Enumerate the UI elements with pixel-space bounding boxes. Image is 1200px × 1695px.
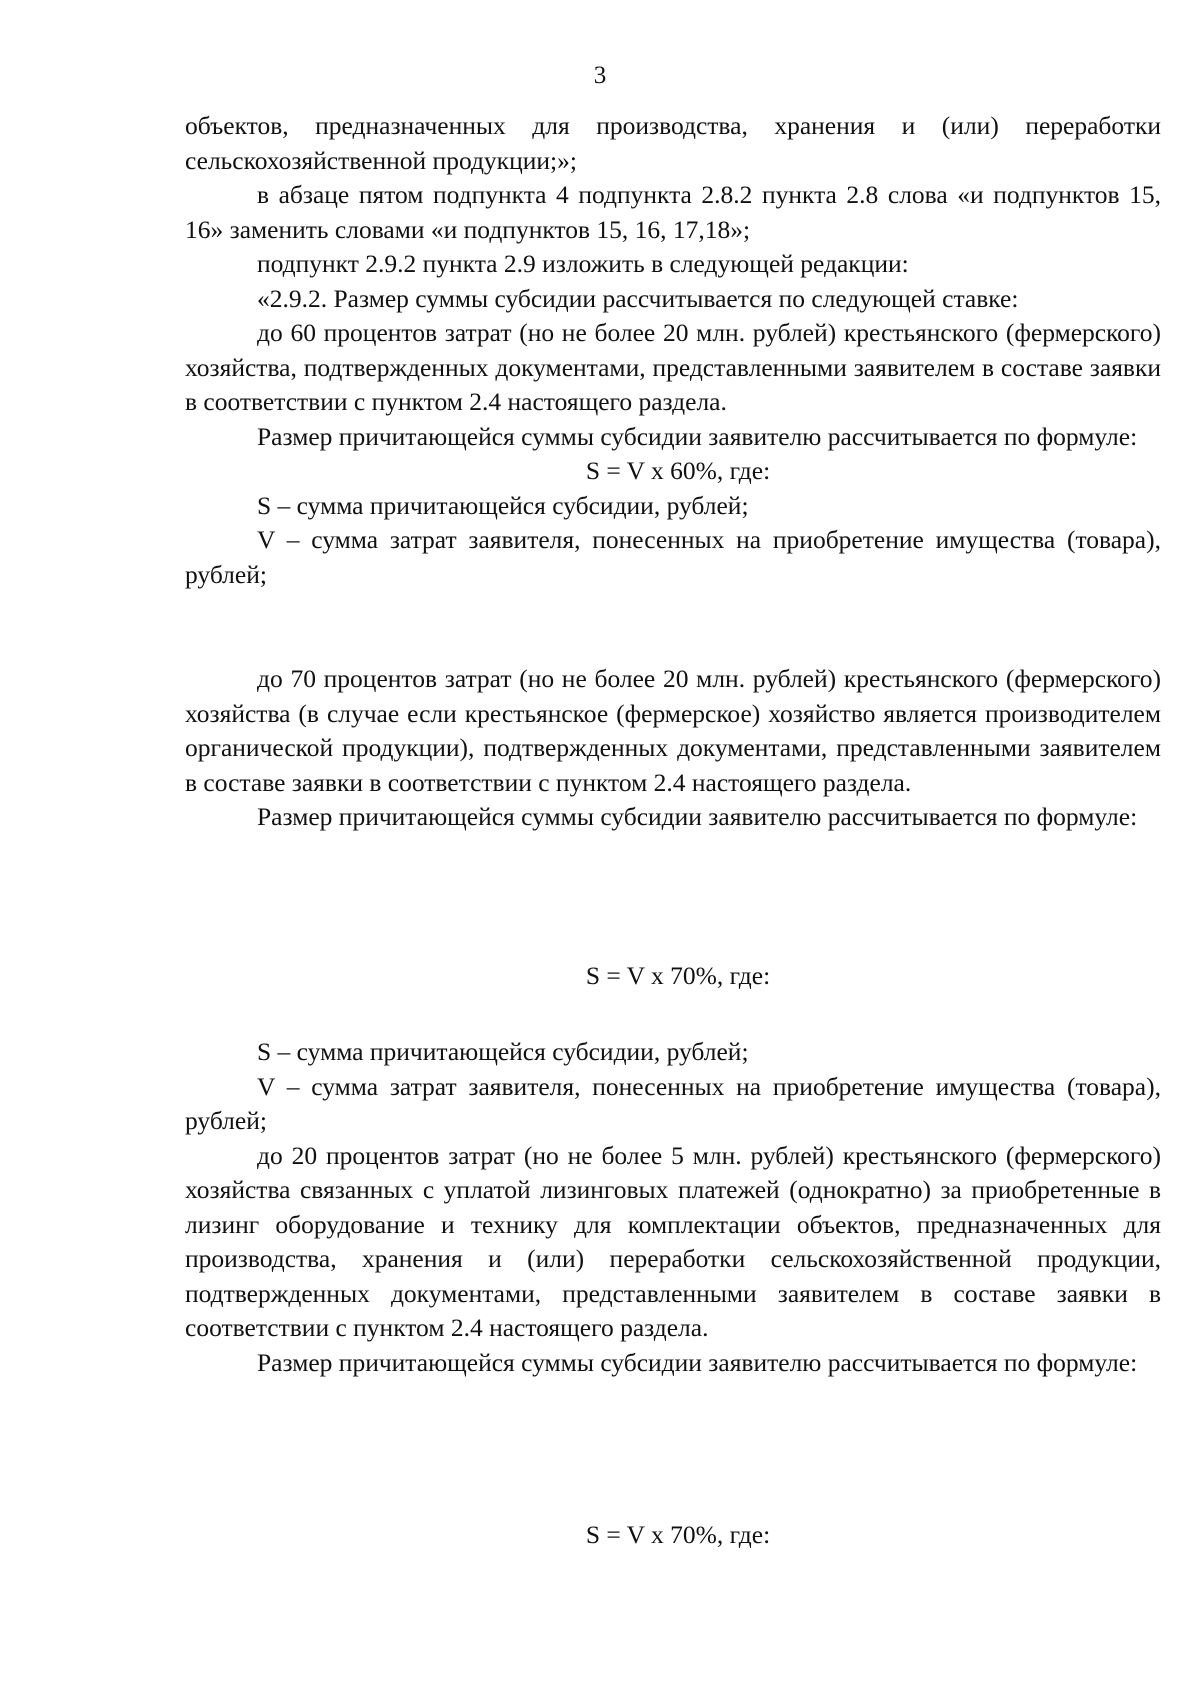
text-block-5 xyxy=(185,1518,1161,1553)
paragraph-rate-heading: «2.9.2. Размер суммы субсидии рассчитывается по следующей ставке: xyxy=(257,283,1019,313)
paragraph-amendment-2-9-2: подпункт 2.9.2 пункта 2.9 изложить в следующей редакции: xyxy=(257,249,909,278)
paragraph-formula-intro: Размер причитающейся суммы субсидии заявителю рассчитывается по формуле: xyxy=(257,421,1138,451)
paragraph-continuation: объектов, предназначенных для производства, хранения и (или) переработки сельскохозяйственной продукции;»; xyxy=(185,111,1161,175)
formula-70-leasing: S = V x 70%, где: xyxy=(585,1520,771,1549)
paragraph-s-definition: S – сумма причитающейся субсидии, рублей; xyxy=(257,1037,749,1066)
paragraph-rate-60: до 60 процентов затрат (но не более 20 млн. рублей) крестьянского (фермерского) хозяйства, подтвержденных документами, представленными заявителем в составе заявки в соответствии с пунктом 2.4 настоящего раздела. xyxy=(185,318,1161,416)
paragraph-v-definition: V – сумма затрат заявителя, понесенных на приобретение имущества (товара), рублей; xyxy=(185,525,1161,589)
paragraph-v-definition: V – сумма затрат заявителя, понесенных на приобретение имущества (товара), рублей; xyxy=(185,1071,1161,1135)
paragraph-formula-intro: Размер причитающейся суммы субсидии заявителю рассчитывается по формуле: xyxy=(257,1347,1138,1377)
paragraph-rate-70: до 70 процентов затрат (но не более 20 млн. рублей) крестьянского (фермерского) хозяйства (в случае если крестьянское (фермерское) хозяйство является производителем органической продукции), подтвержденных документами, представленными заявителем в составе заявки в соответствии с пунктом 2.4 настоящего раздела. xyxy=(185,664,1161,797)
paragraph-formula-intro: Размер причитающейся суммы субсидии заявителю рассчитывается по формуле: xyxy=(257,802,1138,831)
formula-70: S = V x 70%, где: xyxy=(585,961,771,990)
page-number: 3 xyxy=(593,62,607,89)
text-block-3 xyxy=(185,959,1161,994)
paragraph-rate-20-leasing: до 20 процентов затрат (но не более 5 млн. рублей) крестьянского (фермерского) хозяйства связанных с уплатой лизинговых платежей (однократно) за приобретенные в лизинг оборудование и технику для комплектации объектов, предназначенных для производства, хранения и (или) переработки сельскохозяйственной продукции, подтвержденных документами, представленными заявителем в составе заявки в соответствии с пунктом 2.4 настоящего раздела. xyxy=(185,1140,1161,1342)
formula-60: S = V x 60%, где: xyxy=(585,456,771,485)
text-block-2 xyxy=(185,662,1161,835)
text-block-4 xyxy=(185,1035,1161,1380)
paragraph-amendment-2-8-2: в абзаце пятом подпункта 4 подпункта 2.8.2 пункта 2.8 слова «и подпунктов 15, 16» заменить словами «и подпунктов 15, 16, 17,18»; xyxy=(185,180,1161,244)
text-block-1 xyxy=(185,109,1161,592)
paragraph-s-definition: S – сумма причитающейся субсидии, рублей; xyxy=(257,490,749,520)
